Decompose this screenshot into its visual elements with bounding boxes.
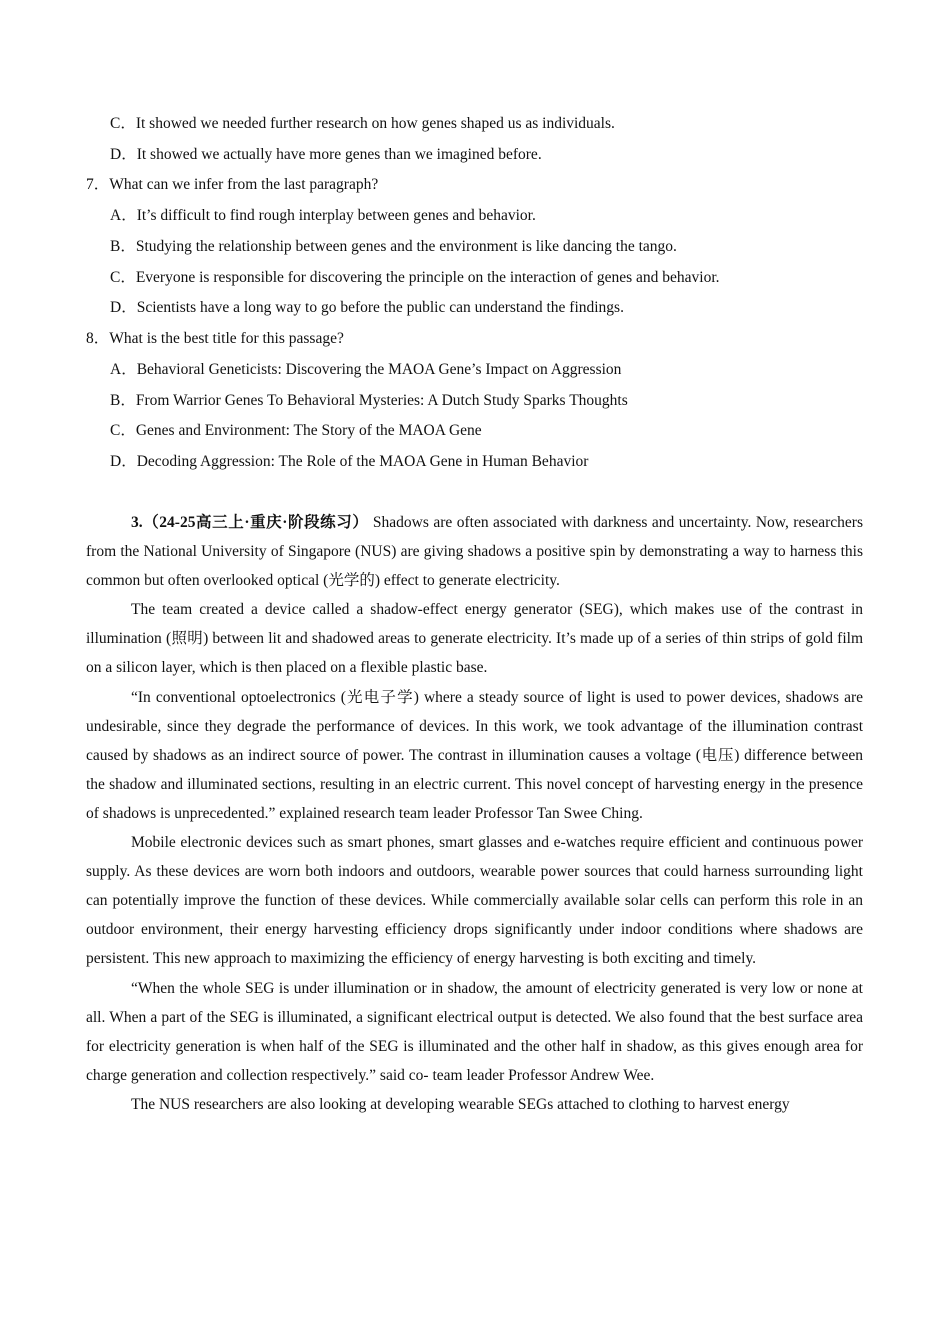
q8-option-a: A．Behavioral Geneticists: Discovering the MAOA Gene’s Impact on Aggression xyxy=(110,361,622,378)
passage-3 xyxy=(86,508,863,1119)
passage-source-label: 3.（24-25高三上·重庆·阶段练习） xyxy=(131,514,369,531)
question-7-stem: 7．What can we infer from the last paragraph? xyxy=(86,176,379,193)
q7-option-c: C．Everyone is responsible for discovering the principle on the interaction of genes and behavior. xyxy=(110,269,720,286)
q7-option-b: B．Studying the relationship between genes and the environment is like dancing the tango. xyxy=(110,238,677,255)
q8-option-b: B．From Warrior Genes To Behavioral Mysteries: A Dutch Study Sparks Thoughts xyxy=(110,392,628,409)
question-8-stem: 8．What is the best title for this passage? xyxy=(86,330,344,347)
q6-option-d: D．It showed we actually have more genes than we imagined before. xyxy=(110,146,542,163)
passage-paragraph-1 xyxy=(86,508,863,595)
passage-paragraph-3: “In conventional optoelectronics (光电子学) where a steady source of light is used to power devices, shadows are undesirable, since they degrade the performance of devices. In this work, we took advantage of the illumination contrast caused by shadows as an indirect source of power. The contrast in illumination causes a voltage (电压) difference between the shadow and illuminated sections, resulting in an electric current. This novel concept of harvesting energy in the presence of shadows is unprecedented.” explained research team leader Professor Tan Swee Ching. xyxy=(86,688,863,822)
paragraph-1-text: Shadows are often associated with darkness and uncertainty. Now, researchers from the National University of Singapore (NUS) are giving shadows a positive spin by demonstrating a way to harness this common but often overlooked optical (光学的) effect to generate electricity. xyxy=(86,514,863,590)
passage-paragraph-2: The team created a device called a shadow-effect energy generator (SEG), which makes use of the contrast in illumination (照明) between lit and shadowed areas to generate electricity. It’s made up of a series of thin strips of gold film on a silicon layer, which is then placed on a flexible plastic base. xyxy=(86,601,863,677)
passage-paragraph-6: The NUS researchers are also looking at developing wearable SEGs attached to clothing to harvest energy xyxy=(131,1095,790,1113)
q7-option-a: A．It’s difficult to find rough interplay between genes and behavior. xyxy=(110,207,536,224)
passage-paragraph-5: “When the whole SEG is under illumination or in shadow, the amount of electricity generated is very low or none at all. When a part of the SEG is illuminated, a significant electrical output is detected. We also found that the best surface area for electricity generation is when half of the SEG is illuminated and the other half in shadow, as this gives enough area for charge generation and collection respectively.” said co- team leader Professor Andrew Wee. xyxy=(86,979,863,1084)
passage-paragraph-4: Mobile electronic devices such as smart phones, smart glasses and e-watches require efficient and continuous power supply. As these devices are worn both indoors and outdoors, wearable power sources that could harness surrounding light can potentially improve the function of these devices. While commercially available solar cells can perform this role in an outdoor environment, their energy harvesting efficiency drops significantly under indoor conditions where shadows are persistent. This new approach to maximizing the efficiency of energy harvesting is both exciting and timely. xyxy=(86,834,863,968)
q8-option-d: D．Decoding Aggression: The Role of the MAOA Gene in Human Behavior xyxy=(110,453,589,470)
q8-option-c: C．Genes and Environment: The Story of the MAOA Gene xyxy=(110,422,482,439)
q6-option-c: C．It showed we needed further research on how genes shaped us as individuals. xyxy=(110,115,615,132)
q7-option-d: D．Scientists have a long way to go before the public can understand the findings. xyxy=(110,299,624,316)
